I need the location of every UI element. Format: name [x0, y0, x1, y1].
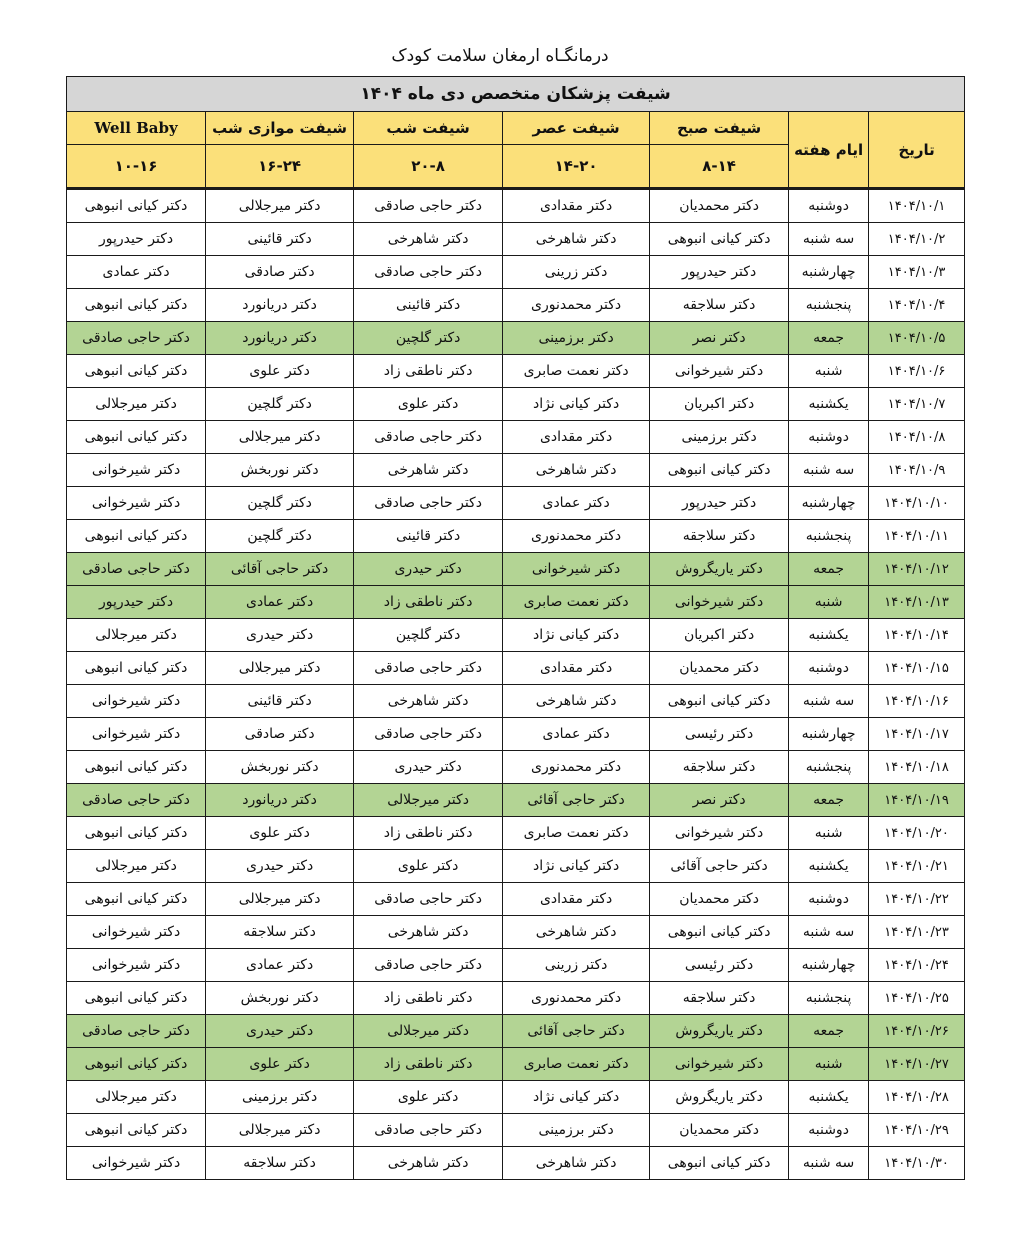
morning-shift-cell: دکتر سلاجقه [650, 751, 789, 784]
weekday-cell: شنبه [789, 1048, 869, 1081]
night-shift-cell: دکتر حیدری [354, 553, 503, 586]
morning-shift-cell: دکتر شیرخوانی [650, 586, 789, 619]
date-cell: ۱۴۰۴/۱۰/۱۶ [869, 685, 965, 718]
morning-shift-cell: دکتر کیانی انبوهی [650, 1147, 789, 1180]
afternoon-shift-cell: دکتر نعمت صابری [503, 355, 650, 388]
date-cell: ۱۴۰۴/۱۰/۲۹ [869, 1114, 965, 1147]
header-parallel-hours: ۱۶-۲۴ [206, 145, 354, 189]
table-row [67, 1147, 965, 1180]
well-baby-cell: دکتر کیانی انبوهی [67, 289, 206, 322]
weekday-cell: دوشنبه [789, 883, 869, 916]
parallel-night-shift-cell: دکتر میرجلالی [206, 1114, 354, 1147]
morning-shift-cell: دکتر اکبریان [650, 388, 789, 421]
morning-shift-cell: دکتر یاریگروش [650, 553, 789, 586]
date-cell: ۱۴۰۴/۱۰/۲۸ [869, 1081, 965, 1114]
night-shift-cell: دکتر گلچین [354, 322, 503, 355]
well-baby-cell: دکتر کیانی انبوهی [67, 355, 206, 388]
morning-shift-cell: دکتر رئیسی [650, 949, 789, 982]
night-shift-cell: دکتر شاهرخی [354, 454, 503, 487]
date-cell: ۱۴۰۴/۱۰/۱۸ [869, 751, 965, 784]
table-row [67, 718, 965, 751]
morning-shift-cell: دکتر محمدیان [650, 652, 789, 685]
weekday-cell: سه شنبه [789, 916, 869, 949]
afternoon-shift-cell: دکتر برزمینی [503, 1114, 650, 1147]
weekday-cell: شنبه [789, 586, 869, 619]
weekday-cell: یکشنبه [789, 619, 869, 652]
parallel-night-shift-cell: دکتر صادقی [206, 718, 354, 751]
parallel-night-shift-cell: دکتر دریانورد [206, 322, 354, 355]
date-cell: ۱۴۰۴/۱۰/۲۵ [869, 982, 965, 1015]
afternoon-shift-cell: دکتر نعمت صابری [503, 1048, 650, 1081]
morning-shift-cell: دکتر حاجی آقائی [650, 850, 789, 883]
table-row [67, 520, 965, 553]
parallel-night-shift-cell: دکتر قائینی [206, 223, 354, 256]
date-cell: ۱۴۰۴/۱۰/۱۴ [869, 619, 965, 652]
afternoon-shift-cell: دکتر محمدنوری [503, 289, 650, 322]
night-shift-cell: دکتر شاهرخی [354, 1147, 503, 1180]
parallel-night-shift-cell: دکتر نوربخش [206, 454, 354, 487]
night-shift-cell: دکتر ناطقی زاد [354, 982, 503, 1015]
well-baby-cell: دکتر میرجلالی [67, 619, 206, 652]
weekday-cell: سه شنبه [789, 1147, 869, 1180]
afternoon-shift-cell: دکتر شاهرخی [503, 1147, 650, 1180]
table-title: شیفت پزشکان متخصص دی ماه ۱۴۰۴ [67, 77, 965, 112]
weekday-cell: یکشنبه [789, 388, 869, 421]
shift-schedule-table [66, 76, 965, 1180]
weekday-cell: یکشنبه [789, 1081, 869, 1114]
night-shift-cell: دکتر حاجی صادقی [354, 1114, 503, 1147]
header-night-shift: شیفت شب [354, 112, 503, 145]
table-row [67, 553, 965, 586]
weekday-cell: جمعه [789, 322, 869, 355]
morning-shift-cell: دکتر سلاجقه [650, 520, 789, 553]
night-shift-cell: دکتر شاهرخی [354, 916, 503, 949]
parallel-night-shift-cell: دکتر علوی [206, 817, 354, 850]
parallel-night-shift-cell: دکتر قائینی [206, 685, 354, 718]
date-cell: ۱۴۰۴/۱۰/۱۲ [869, 553, 965, 586]
afternoon-shift-cell: دکتر شاهرخی [503, 454, 650, 487]
table-row [67, 619, 965, 652]
date-cell: ۱۴۰۴/۱۰/۳ [869, 256, 965, 289]
table-row [67, 883, 965, 916]
table-row [67, 817, 965, 850]
table-row [67, 949, 965, 982]
weekday-cell: پنجشنبه [789, 289, 869, 322]
night-shift-cell: دکتر علوی [354, 1081, 503, 1114]
morning-shift-cell: دکتر شیرخوانی [650, 1048, 789, 1081]
weekday-cell: پنجشنبه [789, 751, 869, 784]
morning-shift-cell: دکتر یاریگروش [650, 1081, 789, 1114]
table-row [67, 355, 965, 388]
afternoon-shift-cell: دکتر برزمینی [503, 322, 650, 355]
well-baby-cell: دکتر میرجلالی [67, 850, 206, 883]
weekday-cell: دوشنبه [789, 1114, 869, 1147]
parallel-night-shift-cell: دکتر حیدری [206, 619, 354, 652]
night-shift-cell: دکتر ناطقی زاد [354, 586, 503, 619]
well-baby-cell: دکتر کیانی انبوهی [67, 1048, 206, 1081]
parallel-night-shift-cell: دکتر علوی [206, 1048, 354, 1081]
table-row [67, 652, 965, 685]
table-row [67, 685, 965, 718]
afternoon-shift-cell: دکتر شاهرخی [503, 223, 650, 256]
date-cell: ۱۴۰۴/۱۰/۲ [869, 223, 965, 256]
date-cell: ۱۴۰۴/۱۰/۱۵ [869, 652, 965, 685]
well-baby-cell: دکتر کیانی انبوهی [67, 421, 206, 454]
night-shift-cell: دکتر میرجلالی [354, 784, 503, 817]
table-row [67, 189, 965, 223]
afternoon-shift-cell: دکتر حاجی آقائی [503, 784, 650, 817]
weekday-cell: دوشنبه [789, 189, 869, 223]
parallel-night-shift-cell: دکتر میرجلالی [206, 652, 354, 685]
weekday-cell: دوشنبه [789, 421, 869, 454]
night-shift-cell: دکتر قائینی [354, 289, 503, 322]
table-row [67, 454, 965, 487]
night-shift-cell: دکتر شاهرخی [354, 223, 503, 256]
parallel-night-shift-cell: دکتر حاجی آقائی [206, 553, 354, 586]
morning-shift-cell: دکتر شیرخوانی [650, 817, 789, 850]
well-baby-cell: دکتر کیانی انبوهی [67, 520, 206, 553]
morning-shift-cell: دکتر کیانی انبوهی [650, 223, 789, 256]
parallel-night-shift-cell: دکتر نوربخش [206, 751, 354, 784]
well-baby-cell: دکتر شیرخوانی [67, 685, 206, 718]
date-cell: ۱۴۰۴/۱۰/۲۶ [869, 1015, 965, 1048]
parallel-night-shift-cell: دکتر گلچین [206, 487, 354, 520]
parallel-night-shift-cell: دکتر دریانورد [206, 784, 354, 817]
weekday-cell: یکشنبه [789, 850, 869, 883]
weekday-cell: جمعه [789, 1015, 869, 1048]
weekday-cell: سه شنبه [789, 685, 869, 718]
afternoon-shift-cell: دکتر عمادی [503, 718, 650, 751]
table-row [67, 289, 965, 322]
afternoon-shift-cell: دکتر نعمت صابری [503, 586, 650, 619]
morning-shift-cell: دکتر نصر [650, 784, 789, 817]
table-row [67, 751, 965, 784]
table-row [67, 1081, 965, 1114]
night-shift-cell: دکتر حاجی صادقی [354, 949, 503, 982]
table-row [67, 586, 965, 619]
date-cell: ۱۴۰۴/۱۰/۱۰ [869, 487, 965, 520]
night-shift-cell: دکتر حاجی صادقی [354, 256, 503, 289]
night-shift-cell: دکتر حاجی صادقی [354, 652, 503, 685]
night-shift-cell: دکتر حیدری [354, 751, 503, 784]
parallel-night-shift-cell: دکتر سلاجقه [206, 916, 354, 949]
morning-shift-cell: دکتر سلاجقه [650, 982, 789, 1015]
weekday-cell: چهارشنبه [789, 256, 869, 289]
weekday-cell: چهارشنبه [789, 949, 869, 982]
night-shift-cell: دکتر حاجی صادقی [354, 883, 503, 916]
afternoon-shift-cell: دکتر کیانی نژاد [503, 850, 650, 883]
morning-shift-cell: دکتر برزمینی [650, 421, 789, 454]
header-date: تاریخ [869, 112, 965, 189]
afternoon-shift-cell: دکتر محمدنوری [503, 982, 650, 1015]
afternoon-shift-cell: دکتر زرینی [503, 256, 650, 289]
date-cell: ۱۴۰۴/۱۰/۹ [869, 454, 965, 487]
parallel-night-shift-cell: دکتر حیدری [206, 1015, 354, 1048]
night-shift-cell: دکتر میرجلالی [354, 1015, 503, 1048]
header-well-baby: Well Baby [67, 112, 206, 145]
date-cell: ۱۴۰۴/۱۰/۷ [869, 388, 965, 421]
parallel-night-shift-cell: دکتر عمادی [206, 586, 354, 619]
well-baby-cell: دکتر شیرخوانی [67, 487, 206, 520]
weekday-cell: چهارشنبه [789, 718, 869, 751]
parallel-night-shift-cell: دکتر صادقی [206, 256, 354, 289]
morning-shift-cell: دکتر نصر [650, 322, 789, 355]
morning-shift-cell: دکتر محمدیان [650, 1114, 789, 1147]
well-baby-cell: دکتر میرجلالی [67, 388, 206, 421]
well-baby-cell: دکتر کیانی انبوهی [67, 652, 206, 685]
header-weekday: ایام هفته [789, 112, 869, 189]
afternoon-shift-cell: دکتر کیانی نژاد [503, 1081, 650, 1114]
table-row [67, 916, 965, 949]
well-baby-cell: دکتر کیانی انبوهی [67, 883, 206, 916]
weekday-cell: سه شنبه [789, 223, 869, 256]
weekday-cell: دوشنبه [789, 652, 869, 685]
parallel-night-shift-cell: دکتر نوربخش [206, 982, 354, 1015]
night-shift-cell: دکتر حاجی صادقی [354, 421, 503, 454]
parallel-night-shift-cell: دکتر گلچین [206, 388, 354, 421]
weekday-cell: شنبه [789, 355, 869, 388]
afternoon-shift-cell: دکتر مقدادی [503, 189, 650, 223]
afternoon-shift-cell: دکتر کیانی نژاد [503, 388, 650, 421]
well-baby-cell: دکتر کیانی انبوهی [67, 1114, 206, 1147]
table-row [67, 388, 965, 421]
date-cell: ۱۴۰۴/۱۰/۶ [869, 355, 965, 388]
well-baby-cell: دکتر شیرخوانی [67, 1147, 206, 1180]
table-row [67, 322, 965, 355]
morning-shift-cell: دکتر رئیسی [650, 718, 789, 751]
morning-shift-cell: دکتر سلاجقه [650, 289, 789, 322]
clinic-name: درمانگـاه ارمغان سلامت کودک [391, 46, 609, 66]
well-baby-cell: دکتر کیانی انبوهی [67, 817, 206, 850]
date-cell: ۱۴۰۴/۱۰/۱۳ [869, 586, 965, 619]
morning-shift-cell: دکتر محمدیان [650, 189, 789, 223]
header-morning-hours: ۸-۱۴ [650, 145, 789, 189]
afternoon-shift-cell: دکتر مقدادی [503, 652, 650, 685]
night-shift-cell: دکتر شاهرخی [354, 685, 503, 718]
night-shift-cell: دکتر گلچین [354, 619, 503, 652]
date-cell: ۱۴۰۴/۱۰/۸ [869, 421, 965, 454]
afternoon-shift-cell: دکتر مقدادی [503, 883, 650, 916]
date-cell: ۱۴۰۴/۱۰/۴ [869, 289, 965, 322]
parallel-night-shift-cell: دکتر گلچین [206, 520, 354, 553]
table-row [67, 223, 965, 256]
morning-shift-cell: دکتر حیدرپور [650, 256, 789, 289]
afternoon-shift-cell: دکتر مقدادی [503, 421, 650, 454]
night-shift-cell: دکتر حاجی صادقی [354, 189, 503, 223]
table-row [67, 1048, 965, 1081]
header-afternoon-hours: ۱۴-۲۰ [503, 145, 650, 189]
morning-shift-cell: دکتر اکبریان [650, 619, 789, 652]
well-baby-cell: دکتر کیانی انبوهی [67, 189, 206, 223]
date-cell: ۱۴۰۴/۱۰/۲۳ [869, 916, 965, 949]
morning-shift-cell: دکتر کیانی انبوهی [650, 454, 789, 487]
afternoon-shift-cell: دکتر کیانی نژاد [503, 619, 650, 652]
table-row [67, 850, 965, 883]
parallel-night-shift-cell: دکتر برزمینی [206, 1081, 354, 1114]
table-row [67, 1015, 965, 1048]
date-cell: ۱۴۰۴/۱۰/۱۷ [869, 718, 965, 751]
well-baby-cell: دکتر حیدرپور [67, 586, 206, 619]
well-baby-cell: دکتر میرجلالی [67, 1081, 206, 1114]
night-shift-cell: دکتر قائینی [354, 520, 503, 553]
header-afternoon-shift: شیفت عصر [503, 112, 650, 145]
well-baby-cell: دکتر حاجی صادقی [67, 784, 206, 817]
table-row [67, 421, 965, 454]
date-cell: ۱۴۰۴/۱۰/۲۷ [869, 1048, 965, 1081]
well-baby-cell: دکتر کیانی انبوهی [67, 751, 206, 784]
well-baby-cell: دکتر حیدرپور [67, 223, 206, 256]
well-baby-cell: دکتر شیرخوانی [67, 916, 206, 949]
well-baby-cell: دکتر کیانی انبوهی [67, 982, 206, 1015]
night-shift-cell: دکتر حاجی صادقی [354, 487, 503, 520]
date-cell: ۱۴۰۴/۱۰/۱ [869, 189, 965, 223]
weekday-cell: پنجشنبه [789, 982, 869, 1015]
afternoon-shift-cell: دکتر محمدنوری [503, 520, 650, 553]
well-baby-cell: دکتر شیرخوانی [67, 718, 206, 751]
well-baby-cell: دکتر عمادی [67, 256, 206, 289]
well-baby-cell: دکتر حاجی صادقی [67, 1015, 206, 1048]
morning-shift-cell: دکتر حیدرپور [650, 487, 789, 520]
afternoon-shift-cell: دکتر نعمت صابری [503, 817, 650, 850]
well-baby-cell: دکتر حاجی صادقی [67, 553, 206, 586]
afternoon-shift-cell: دکتر زرینی [503, 949, 650, 982]
well-baby-cell: دکتر حاجی صادقی [67, 322, 206, 355]
table-row [67, 982, 965, 1015]
date-cell: ۱۴۰۴/۱۰/۲۴ [869, 949, 965, 982]
table-row [67, 256, 965, 289]
header-morning-shift: شیفت صبح [650, 112, 789, 145]
header-night-hours: ۲۰-۸ [354, 145, 503, 189]
afternoon-shift-cell: دکتر محمدنوری [503, 751, 650, 784]
weekday-cell: جمعه [789, 784, 869, 817]
weekday-cell: پنجشنبه [789, 520, 869, 553]
afternoon-shift-cell: دکتر شیرخوانی [503, 553, 650, 586]
morning-shift-cell: دکتر شیرخوانی [650, 355, 789, 388]
night-shift-cell: دکتر ناطقی زاد [354, 1048, 503, 1081]
parallel-night-shift-cell: دکتر علوی [206, 355, 354, 388]
well-baby-cell: دکتر شیرخوانی [67, 454, 206, 487]
date-cell: ۱۴۰۴/۱۰/۱۹ [869, 784, 965, 817]
date-cell: ۱۴۰۴/۱۰/۲۰ [869, 817, 965, 850]
parallel-night-shift-cell: دکتر میرجلالی [206, 883, 354, 916]
morning-shift-cell: دکتر محمدیان [650, 883, 789, 916]
date-cell: ۱۴۰۴/۱۰/۲۱ [869, 850, 965, 883]
parallel-night-shift-cell: دکتر سلاجقه [206, 1147, 354, 1180]
night-shift-cell: دکتر حاجی صادقی [354, 718, 503, 751]
night-shift-cell: دکتر ناطقی زاد [354, 355, 503, 388]
parallel-night-shift-cell: دکتر دریانورد [206, 289, 354, 322]
weekday-cell: چهارشنبه [789, 487, 869, 520]
weekday-cell: سه شنبه [789, 454, 869, 487]
afternoon-shift-cell: دکتر حاجی آقائی [503, 1015, 650, 1048]
well-baby-cell: دکتر شیرخوانی [67, 949, 206, 982]
weekday-cell: شنبه [789, 817, 869, 850]
night-shift-cell: دکتر علوی [354, 850, 503, 883]
afternoon-shift-cell: دکتر عمادی [503, 487, 650, 520]
morning-shift-cell: دکتر یاریگروش [650, 1015, 789, 1048]
header-parallel-night-shift: شیفت موازی شب [206, 112, 354, 145]
date-cell: ۱۴۰۴/۱۰/۳۰ [869, 1147, 965, 1180]
night-shift-cell: دکتر ناطقی زاد [354, 817, 503, 850]
parallel-night-shift-cell: دکتر میرجلالی [206, 421, 354, 454]
date-cell: ۱۴۰۴/۱۰/۵ [869, 322, 965, 355]
morning-shift-cell: دکتر کیانی انبوهی [650, 916, 789, 949]
afternoon-shift-cell: دکتر شاهرخی [503, 685, 650, 718]
weekday-cell: جمعه [789, 553, 869, 586]
table-row [67, 1114, 965, 1147]
date-cell: ۱۴۰۴/۱۰/۲۲ [869, 883, 965, 916]
header-wellbaby-hours: ۱۰-۱۶ [67, 145, 206, 189]
parallel-night-shift-cell: دکتر میرجلالی [206, 189, 354, 223]
night-shift-cell: دکتر علوی [354, 388, 503, 421]
parallel-night-shift-cell: دکتر حیدری [206, 850, 354, 883]
date-cell: ۱۴۰۴/۱۰/۱۱ [869, 520, 965, 553]
morning-shift-cell: دکتر کیانی انبوهی [650, 685, 789, 718]
afternoon-shift-cell: دکتر شاهرخی [503, 916, 650, 949]
table-row [67, 784, 965, 817]
parallel-night-shift-cell: دکتر عمادی [206, 949, 354, 982]
table-row [67, 487, 965, 520]
